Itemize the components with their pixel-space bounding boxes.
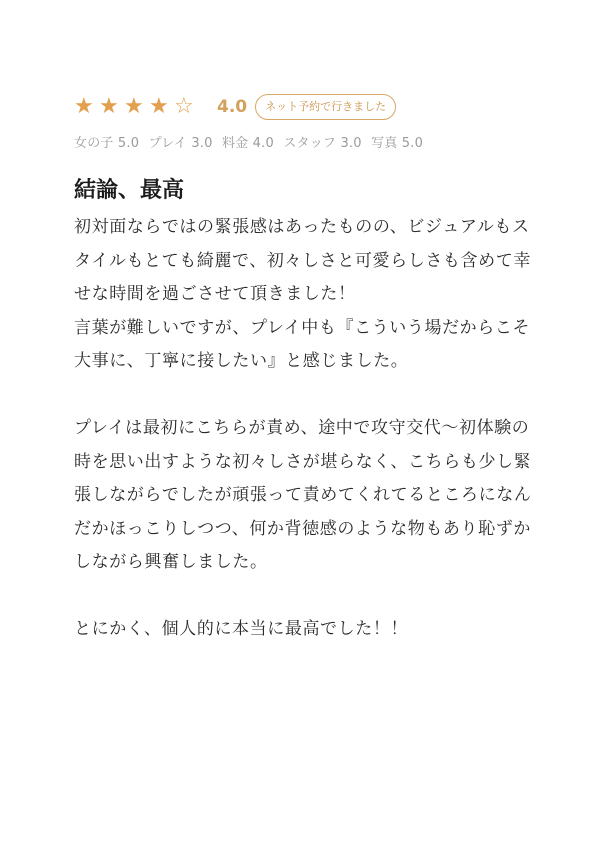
star-rating <box>74 96 199 118</box>
subscore-girl: 女の子 5.0 <box>74 136 140 151</box>
subscore-play: プレイ 3.0 <box>148 136 213 151</box>
subscore-staff: スタッフ 3.0 <box>283 136 362 151</box>
booking-method-badge: ネット予約で行きました <box>255 94 396 120</box>
subscore-photo: 写真 5.0 <box>371 136 424 151</box>
star-filled-icon: ★ <box>99 94 119 119</box>
star-empty-icon: ☆ <box>174 94 194 119</box>
star-filled-icon: ★ <box>74 94 94 119</box>
subscore-list <box>74 132 544 151</box>
review-title: 結論、最高 <box>74 178 185 203</box>
star-filled-icon: ★ <box>149 94 169 119</box>
subscore-price: 料金 4.0 <box>221 136 274 151</box>
review-body: 初対面ならではの緊張感はあったものの、ビジュアルもスタイルもとても綺麗で、初々しさと可愛らしさも含めて幸せな時間を過ごさせて頂きました！ 言葉が難しいですが、プレイ中も『こういう場だからこそ大事に、丁寧に接したい』と感じました。 プレイは最初にこちらが責め、途中で攻守交代〜初体験の時を思い出すような初々しさが堪らなく、こちらも少し緊張しながらでしたが頑張って責めてくれてるところになんだかほっこりしつつ、何か背徳感のような物もあり恥ずかしながら興奮しました。 とにかく、個人的に本当に最高でした！！ <box>74 217 532 639</box>
rating-score: 4.0 <box>217 97 248 117</box>
star-filled-icon: ★ <box>124 94 144 119</box>
review-card <box>74 92 544 647</box>
rating-row <box>74 92 544 122</box>
